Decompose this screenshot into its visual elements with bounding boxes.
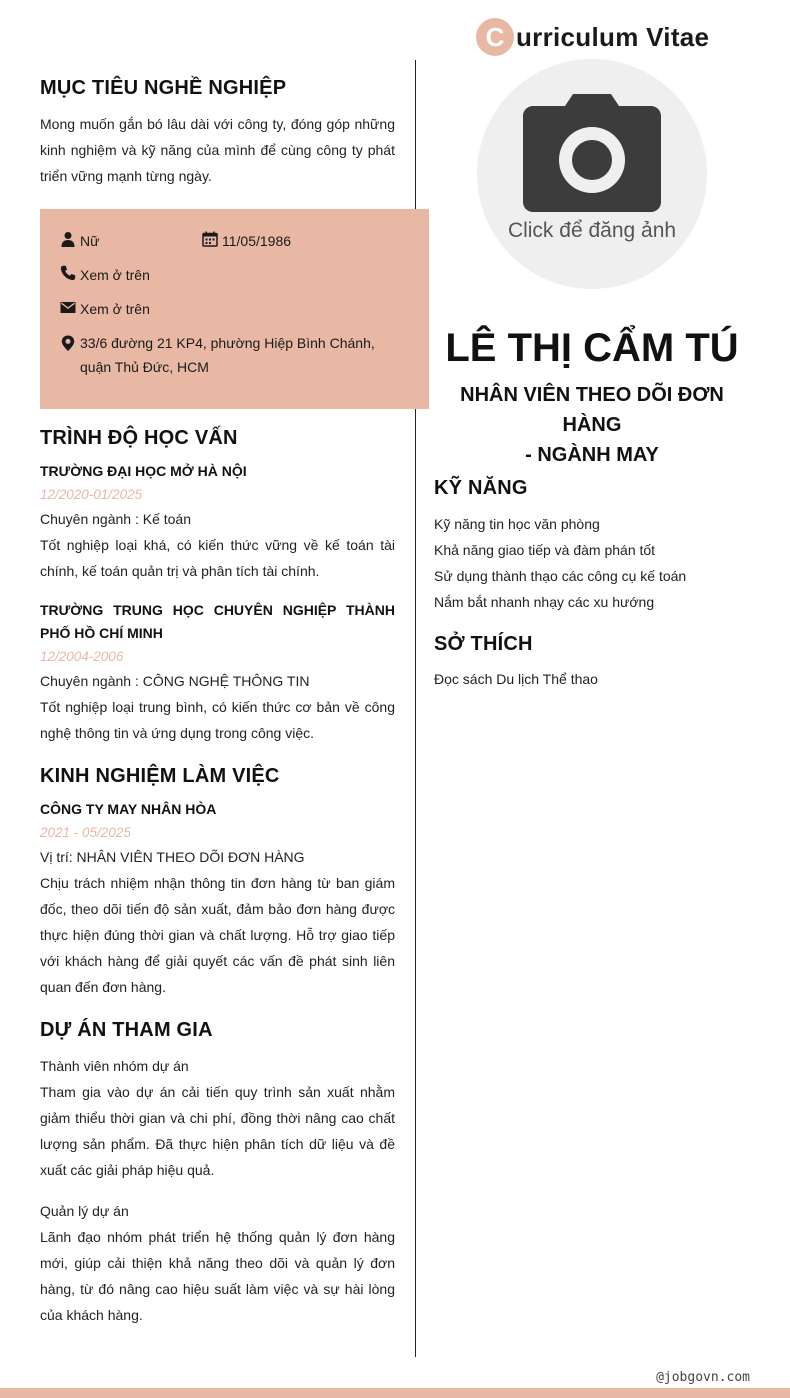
project-role: Quản lý dự án [40, 1203, 129, 1219]
project-item [40, 1198, 395, 1328]
gender-row [60, 229, 99, 253]
education-dates: 12/2004-2006 [40, 649, 124, 664]
personal-info-box [40, 209, 429, 409]
candidate-role-line: - NGÀNH MAY [525, 444, 659, 466]
envelope-icon [60, 299, 76, 315]
address-row [60, 331, 380, 379]
birthday-row [202, 229, 291, 253]
education-desc: Tốt nghiệp loại khá, có kiến thức vững về kế toán tài chính, kế toán quản trị và phân tích tài chính. [40, 537, 395, 579]
experience-title: KINH NGHIỆM LÀM VIỆC [40, 765, 280, 787]
project-desc: Lãnh đạo nhóm phát triển hệ thống quản lý đơn hàng mới, giúp cải thiện khả năng theo dõi và quản lý đơn hàng, từ đó nâng cao hiệu suất làm việc và sự hài lòng của khách hàng. [40, 1229, 395, 1323]
hobbies-title: SỞ THÍCH [434, 633, 533, 655]
project-desc: Tham gia vào dự án cải tiến quy trình sản xuất nhằm giảm thiểu thời gian và chi phí, đồng thời nâng cao chất lượng sản phẩm. Đã thực hiện phân tích dữ liệu và đề xuất các giải pháp hiệu quả. [40, 1084, 395, 1178]
profile-photo-upload[interactable] [477, 59, 707, 289]
project-item [40, 1053, 395, 1183]
education-item [40, 460, 395, 584]
education-title: TRÌNH ĐỘ HỌC VẤN [40, 427, 238, 449]
company-name: CÔNG TY MAY NHÂN HÒA [40, 801, 217, 817]
phone-icon [60, 265, 76, 281]
experience-item [40, 798, 395, 1000]
address-value: 33/6 đường 21 KP4, phường Hiệp Bình Chánh, quận Thủ Đức, HCM [80, 335, 375, 375]
phone-value: Xem ở trên [80, 267, 150, 283]
cv-logo [476, 18, 709, 56]
skill-item: Nắm bắt nhanh nhạy các xu hướng [434, 594, 655, 610]
skill-item: Sử dụng thành thạo các công cụ kế toán [434, 568, 687, 584]
skills-title: KỸ NĂNG [434, 477, 528, 499]
school-name: TRƯỜNG TRUNG HỌC CHUYÊN NGHIỆP THÀNH PHỐ HỒ CHÍ MINH [40, 602, 395, 641]
camera-icon [523, 92, 661, 212]
candidate-name: LÊ THỊ CẨM TÚ [445, 326, 739, 370]
education-desc: Tốt nghiệp loại trung bình, có kiến thức cơ bản về công nghệ thông tin và ứng dụng trong công việc. [40, 699, 395, 741]
bottom-accent-bar [0, 1388, 790, 1398]
experience-dates: 2021 - 05/2025 [40, 825, 131, 840]
experience-desc: Chịu trách nhiệm nhận thông tin đơn hàng từ ban giám đốc, theo dõi tiến độ sản xuất, đảm bảo đơn hàng được thực hiện đúng thời gian và chất lượng. Hỗ trợ giao tiếp với khách hàng để giải quyết các vấn đề phát sinh liên quan đến đơn hàng. [40, 875, 395, 995]
education-dates: 12/2020-01/2025 [40, 487, 143, 502]
skills-list [434, 511, 754, 615]
gender-value: Nữ [80, 233, 100, 249]
logo-letter: C [485, 22, 505, 52]
hobbies-text: Đọc sách Du lịch Thể thao [434, 671, 598, 687]
phone-row [60, 263, 150, 287]
project-role: Thành viên nhóm dự án [40, 1058, 189, 1074]
watermark: @jobgovn.com [656, 1370, 750, 1385]
education-item [40, 599, 395, 746]
logo-text: urriculum Vitae [516, 21, 710, 52]
logo-c-mark [476, 18, 514, 56]
experience-position: Vị trí: NHÂN VIÊN THEO DÕI ĐƠN HÀNG [40, 849, 305, 865]
candidate-role [430, 380, 754, 470]
skill-item: Khả năng giao tiếp và đàm phán tốt [434, 542, 656, 558]
email-row [60, 297, 150, 321]
email-value: Xem ở trên [80, 301, 150, 317]
photo-upload-caption: Click để đăng ảnh [507, 219, 677, 242]
career-goal-text: Mong muốn gắn bó lâu dài với công ty, đóng góp những kinh nghiệm và kỹ năng của mình để cùng công ty phát triển vững mạnh từng ngày. [40, 116, 395, 184]
candidate-role-line: NHÂN VIÊN THEO DÕI ĐƠN HÀNG [460, 384, 724, 436]
calendar-icon [202, 231, 218, 247]
education-major: Chuyên ngành : CÔNG NGHỆ THÔNG TIN [40, 673, 310, 689]
map-pin-icon [60, 333, 76, 353]
education-major: Chuyên ngành : Kế toán [40, 511, 192, 527]
career-goal-title: MỤC TIÊU NGHỀ NGHIỆP [40, 77, 287, 99]
skill-item: Kỹ năng tin học văn phòng [434, 516, 600, 532]
birthday-value: 11/05/1986 [222, 233, 292, 249]
user-icon [60, 231, 76, 247]
school-name: TRƯỜNG ĐẠI HỌC MỞ HÀ NỘI [40, 463, 247, 479]
projects-title: DỰ ÁN THAM GIA [40, 1019, 213, 1041]
